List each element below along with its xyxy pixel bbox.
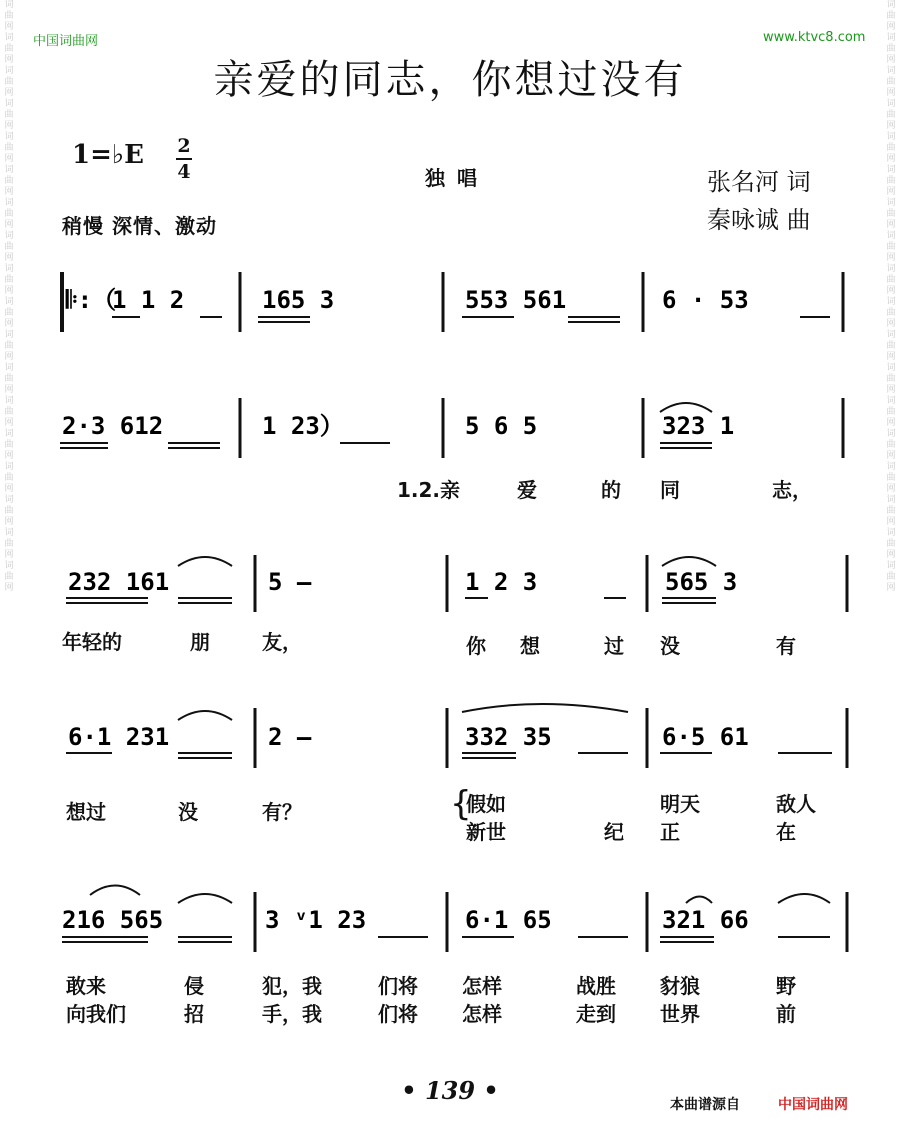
lyric: 想 — [520, 634, 540, 658]
lyric: 想过 — [66, 800, 106, 824]
lyric: 向我们 — [66, 1002, 126, 1026]
measure: 1 1 2 — [112, 286, 185, 314]
side-watermark-left: 词曲网词曲网词曲网词曲网词曲网词曲网词曲网词曲网词曲网词曲网词曲网词曲网词曲网词曲网词曲网词曲网词曲网词曲网 — [4, 0, 14, 593]
lyric: 明天 — [660, 792, 700, 816]
lyric: 招 — [184, 1002, 204, 1026]
lyric: 新世 — [466, 820, 506, 844]
measure: 6 · 53 — [662, 286, 749, 314]
lyric: 们将 — [378, 1002, 418, 1026]
lyric: 年轻的 — [62, 630, 122, 654]
measure: 565 3 — [665, 568, 738, 596]
lyric: 正 — [660, 820, 680, 844]
rhythm-underlines — [60, 317, 832, 942]
site-name-left: 中国词曲网 — [33, 34, 99, 49]
tempo-marking: 稍慢 深情、激动 — [62, 214, 217, 238]
source-site-link[interactable]: 中国词曲网 — [778, 1097, 848, 1113]
lyric: 豺狼 — [660, 974, 700, 998]
lyric: 怎样 — [462, 1002, 502, 1026]
lyric: 同 — [660, 478, 680, 502]
measure: 553 561 — [465, 286, 567, 314]
song-title: 亲爱的同志，你想过没有 — [213, 57, 687, 103]
measure: 6·1 231 — [68, 723, 170, 751]
lyric: 没 — [178, 800, 198, 824]
measure: 1 23） — [262, 412, 344, 440]
measure: 321 66 — [662, 906, 749, 934]
meter-bottom: 4 — [177, 161, 191, 183]
measure: 2·3 612 — [62, 412, 164, 440]
lyric: 敢来 — [66, 974, 106, 998]
lyricist-credit: 张名河 词 — [707, 168, 811, 196]
lyric: 朋 — [190, 630, 210, 654]
verse-brace: { — [450, 784, 472, 824]
bar-lines — [62, 272, 847, 952]
measure: 332 35 — [465, 723, 552, 751]
performance-type: 独唱 — [425, 166, 489, 190]
measure: 5 6 5 — [465, 412, 538, 440]
measure: 6·1 65 — [465, 906, 552, 934]
lyric: 怎样 — [462, 974, 502, 998]
lyric: 有？ — [262, 800, 302, 824]
measure: 6·5 61 — [662, 723, 749, 751]
lyric: 世界 — [660, 1002, 700, 1026]
measure: 5 — — [268, 568, 312, 596]
source-label: 本曲谱源自 — [670, 1097, 740, 1113]
page-number: • 139 • — [401, 1076, 499, 1105]
lyric: 你 — [466, 634, 486, 658]
side-watermark-right: 词曲网词曲网词曲网词曲网词曲网词曲网词曲网词曲网词曲网词曲网词曲网词曲网词曲网词曲网词曲网词曲网词曲网词曲网 — [886, 0, 896, 593]
measure: 3 ᵛ1 23 — [265, 906, 367, 934]
lyric: 假如 — [466, 792, 506, 816]
lyric: 野 — [776, 974, 796, 998]
measure: 1 2 3 — [465, 568, 538, 596]
lyric: 的 — [601, 478, 621, 502]
lyric: 有 — [776, 634, 796, 658]
meter-top: 2 — [177, 135, 191, 157]
lyric: 在 — [776, 820, 796, 844]
repeat-open: 𝄆:（ — [66, 286, 117, 314]
measure: 2 — — [268, 723, 312, 751]
lyric: 走到 — [576, 1002, 616, 1026]
lyric: 侵 — [184, 974, 204, 998]
key-signature: 1=♭E — [72, 140, 144, 170]
lyric: 爱 — [517, 478, 537, 502]
composer-credit: 秦咏诚 曲 — [707, 206, 811, 234]
measure: 216 565 — [62, 906, 164, 934]
lyric: 犯，我 — [262, 974, 322, 998]
lyric: 手，我 — [262, 1002, 322, 1026]
lyric: 纪 — [604, 820, 624, 844]
lyric: 过 — [604, 634, 624, 658]
lyric: 前 — [776, 1002, 796, 1026]
lyric: 没 — [660, 634, 680, 658]
measure: 232 161 — [68, 568, 170, 596]
lyric: 友， — [262, 630, 302, 654]
lyric: 敌人 — [776, 792, 816, 816]
lyric: 战胜 — [576, 974, 616, 998]
lyric: 1.2.亲 — [397, 478, 461, 502]
measure: 165 3 — [262, 286, 335, 314]
lyric: 志， — [772, 478, 812, 502]
measure: 323 1 — [662, 412, 735, 440]
lyric: 们将 — [378, 974, 418, 998]
site-url-right: www.ktvc8.com — [763, 30, 866, 45]
